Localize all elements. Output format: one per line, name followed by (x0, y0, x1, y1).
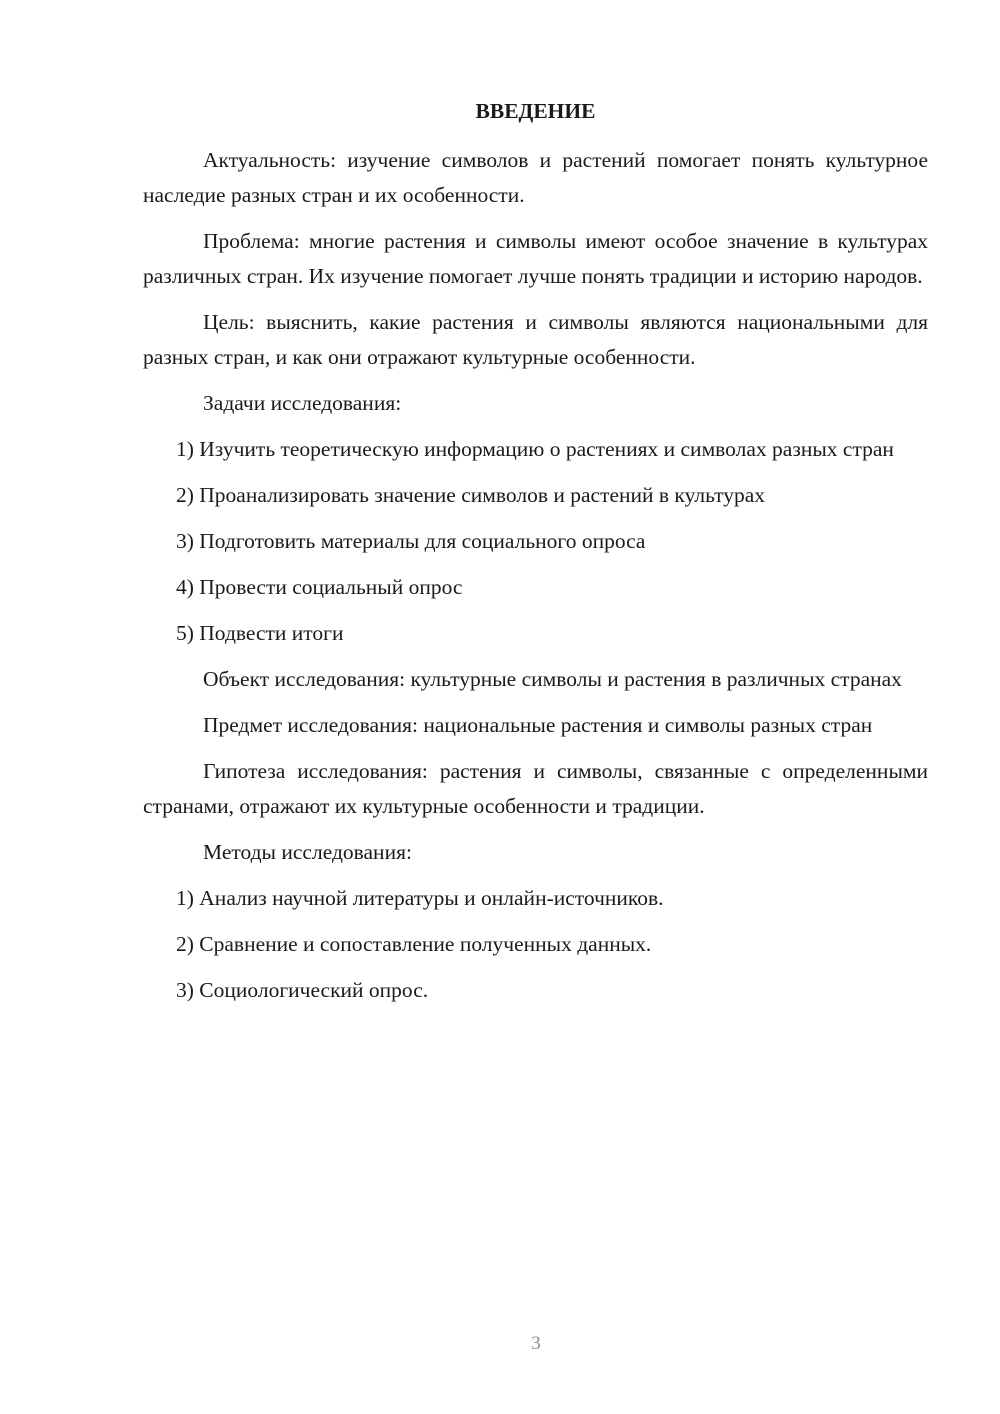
task-item: 5) Подвести итоги (176, 621, 344, 645)
task-item: 3) Подготовить материалы для социального опроса (176, 529, 646, 553)
task-item: 4) Провести социальный опрос (176, 575, 463, 599)
page-content (143, 94, 928, 1019)
page-title: ВВЕДЕНИЕ (475, 99, 596, 123)
tasks-title: Задачи исследования: (203, 391, 402, 415)
object-paragraph: Объект исследования: культурные символы и растения в различных странах (203, 667, 902, 691)
task-item: 1) Изучить теоретическую информацию о растениях и символах разных стран (176, 437, 894, 461)
goal-paragraph: Цель: выяснить, какие растения и символы являются национальными для разных стран, и как они отражают культурные особенности. (143, 310, 928, 369)
relevance-paragraph: Актуальность: изучение символов и растений помогает понять культурное наследие разных стран и их особенности. (143, 148, 928, 207)
methods-title: Методы исследования: (203, 840, 412, 864)
task-item: 2) Проанализировать значение символов и растений в культурах (176, 483, 765, 507)
problem-paragraph: Проблема: многие растения и символы имеют особое значение в культурах различных стран. Их изучение помогает лучше понять традиции и историю народов. (143, 229, 928, 288)
method-item: 1) Анализ научной литературы и онлайн-источников. (176, 886, 664, 910)
hypothesis-paragraph: Гипотеза исследования: растения и символы, связанные с определенными странами, отражают их культурные особенности и традиции. (143, 759, 928, 818)
method-item: 3) Социологический опрос. (176, 978, 429, 1002)
page-number: 3 (531, 1333, 541, 1354)
subject-paragraph: Предмет исследования: национальные растения и символы разных стран (203, 713, 873, 737)
method-item: 2) Сравнение и сопоставление полученных данных. (176, 932, 652, 956)
